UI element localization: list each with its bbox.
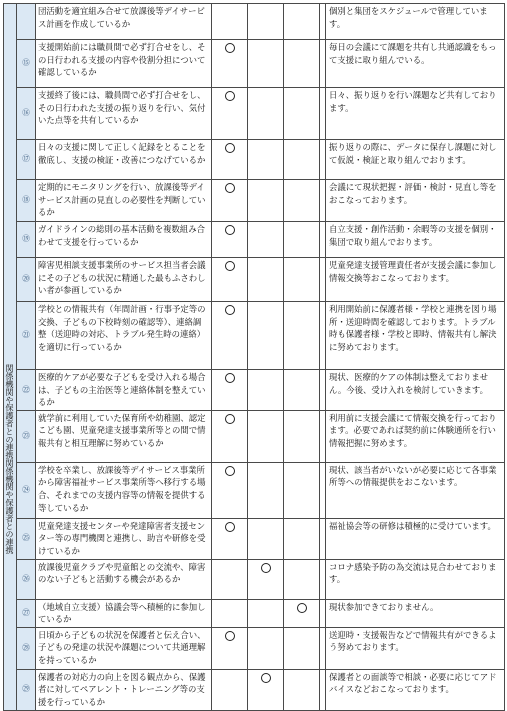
- answer-yes-cell: [212, 4, 248, 40]
- table-row: [4, 462, 505, 518]
- circle-mark-icon: [225, 631, 235, 641]
- answer-no-cell: [248, 88, 284, 140]
- comment-text: 現状、医療的ケアの体制は整えておりません。今後、受け入れを検討していきます。: [326, 370, 505, 411]
- answer-na-cell: [284, 627, 320, 669]
- item-text: 支援終了後には、職員間で必ず打合せをし、その日行われた支援の振り返りを行い、気付いた点等を共有しているか: [36, 88, 212, 140]
- item-number-label: ㉒: [22, 384, 30, 394]
- item-text: 学校との情報共有（年間計画・行事予定等の交換、子どもの下校時刻の確認等）、連絡調整（送迎時の対応、トラブル発生時の連絡）を適切に行っているか: [36, 302, 212, 370]
- item-text: （地域自立支援）協議会等へ積極的に参加しているか: [36, 599, 212, 627]
- item-number-label: ⑮: [22, 58, 30, 68]
- comment-text: 現状参加できておりません。: [326, 599, 505, 627]
- item-number-label: ⑯: [22, 108, 30, 118]
- item-number: [17, 669, 36, 710]
- comment-text: 利用開始前に保護者様・学校と連携を図り場所・送迎時間を確認しております。トラブル時も保護者様・学校と即時、情報共有し解決に努めております。: [326, 302, 505, 370]
- item-number: [17, 627, 36, 669]
- item-number-label: ㉕: [22, 533, 30, 543]
- table-row: [4, 302, 505, 370]
- item-number: [17, 410, 36, 462]
- item-number-label: ㉙: [22, 684, 30, 694]
- table-row: [4, 40, 505, 88]
- item-text: 医療的ケアが必要な子どもを受け入れる場合は、子どもの主治医等と連絡体制を整えているか: [36, 370, 212, 411]
- answer-no-cell: [248, 559, 284, 599]
- item-text: 障害児相談支援事業所のサービス担当者会議にその子どもの状況に精通した最もふさわしい者が参画しているか: [36, 258, 212, 302]
- item-number: [17, 462, 36, 518]
- answer-na-cell: [284, 599, 320, 627]
- answer-yes-cell: [212, 462, 248, 518]
- table-row: [4, 599, 505, 627]
- answer-yes-cell: [212, 518, 248, 559]
- answer-yes-cell: [212, 40, 248, 88]
- answer-na-cell: [284, 518, 320, 559]
- item-number: [17, 518, 36, 559]
- comment-text: 現状、該当者がいないが必要に応じて各事業所等への情報提供をおこないます。: [326, 462, 505, 518]
- answer-no-cell: [248, 518, 284, 559]
- item-text: 学校を卒業し、放課後等デイサービス事業所から障害福祉サービス事業所等へ移行する場合、それまでの支援内容等の情報を提供する等しているか: [36, 462, 212, 518]
- table-row: [4, 222, 505, 258]
- circle-mark-icon: [225, 466, 235, 476]
- circle-mark-icon: [261, 563, 271, 573]
- item-text: ガイドラインの総則の基本活動を複数組み合わせて支援を行っているか: [36, 222, 212, 258]
- answer-na-cell: [284, 370, 320, 411]
- item-number-label: ㉔: [22, 484, 30, 494]
- answer-no-cell: [248, 370, 284, 411]
- answer-na-cell: [284, 40, 320, 88]
- answer-na-cell: [284, 669, 320, 710]
- answer-no-cell: [248, 627, 284, 669]
- circle-mark-icon: [225, 43, 235, 53]
- answer-yes-cell: [212, 370, 248, 411]
- item-number: [17, 140, 36, 180]
- comment-text: 毎日の会議にて課題を共有し共通認識をもって支援に取り組んでいる。: [326, 40, 505, 88]
- item-text: 日々の支援に関して正しく記録をとることを徹底し、支援の検証・改善につなげているか: [36, 140, 212, 180]
- answer-na-cell: [284, 222, 320, 258]
- item-number: [17, 88, 36, 140]
- answer-no-cell: [248, 410, 284, 462]
- answer-yes-cell: [212, 627, 248, 669]
- item-number-label: ⑱: [22, 195, 30, 205]
- circle-mark-icon: [225, 225, 235, 235]
- item-text: 保護者の対応力の向上を図る観点から、保護者に対してペアレント・トレーニング等の支援を行っているか: [36, 669, 212, 710]
- item-number: [17, 222, 36, 258]
- table-row: [4, 559, 505, 599]
- comment-text: 送迎時・支援報告などで情報共有ができるよう努めております。: [326, 627, 505, 669]
- answer-yes-cell: [212, 140, 248, 180]
- item-text: 団活動を適宜組み合せて放課後等デイサービス計画を作成しているか: [36, 4, 212, 40]
- circle-mark-icon: [225, 414, 235, 424]
- item-text: 放課後児童クラブや児童館との交流や、障害のない子どもと活動する機会があるか: [36, 559, 212, 599]
- table-row: [4, 258, 505, 302]
- answer-yes-cell: [212, 410, 248, 462]
- circle-mark-icon: [225, 373, 235, 383]
- comment-text: 日々、振り返りを行い課題など共有しております。: [326, 88, 505, 140]
- answer-no-cell: [248, 669, 284, 710]
- item-text: 児童発達支援センターや発達障害者支援センター等の専門機関と連携し、助言や研修を受けているか: [36, 518, 212, 559]
- item-number: [17, 40, 36, 88]
- answer-yes-cell: [212, 302, 248, 370]
- table-row: [4, 410, 505, 462]
- answer-yes-cell: [212, 559, 248, 599]
- item-number: [17, 302, 36, 370]
- answer-na-cell: [284, 140, 320, 180]
- item-text: 就学前に利用していた保育所や幼稚園、認定こども園、児童発達支援事業所等との間で情報共有と相互理解に努めているか: [36, 410, 212, 462]
- table-row: [4, 180, 505, 222]
- answer-no-cell: [248, 258, 284, 302]
- answer-no-cell: [248, 40, 284, 88]
- item-number: [17, 258, 36, 302]
- comment-text: 自立支援・創作活動・余暇等の支援を個別・集団で取り組んでおります。: [326, 222, 505, 258]
- answer-no-cell: [248, 462, 284, 518]
- answer-yes-cell: [212, 222, 248, 258]
- circle-mark-icon: [225, 143, 235, 153]
- comment-text: 個別と集団をスケジュールで管理しています。: [326, 4, 505, 40]
- item-number-label: ⑳: [22, 274, 30, 284]
- category-label-cell: [4, 4, 17, 711]
- item-text: 日頃から子どもの状況を保護者と伝え合い、子どもの発達の状況や課題について共通理解を持っているか: [36, 627, 212, 669]
- answer-no-cell: [248, 302, 284, 370]
- circle-mark-icon: [261, 673, 271, 683]
- answer-yes-cell: [212, 258, 248, 302]
- answer-na-cell: [284, 4, 320, 40]
- item-number: [17, 370, 36, 411]
- circle-mark-icon: [225, 91, 235, 101]
- circle-mark-icon: [225, 305, 235, 315]
- item-number: [17, 180, 36, 222]
- answer-yes-cell: [212, 88, 248, 140]
- answer-yes-cell: [212, 669, 248, 710]
- answer-no-cell: [248, 599, 284, 627]
- evaluation-table: [3, 3, 505, 711]
- table-row: [4, 627, 505, 669]
- item-number-label: ⑰: [22, 154, 30, 164]
- answer-yes-cell: [212, 180, 248, 222]
- table-row: [4, 518, 505, 559]
- item-number: [17, 4, 36, 40]
- item-number-label: ㉖: [22, 573, 30, 583]
- answer-no-cell: [248, 140, 284, 180]
- table-row: [4, 370, 505, 411]
- table-row: [4, 140, 505, 180]
- answer-no-cell: [248, 222, 284, 258]
- answer-na-cell: [284, 559, 320, 599]
- table-row: [4, 4, 505, 40]
- comment-text: 保護者との面談等で相談・必要に応じてアドバイスなどおこなっております。: [326, 669, 505, 710]
- comment-text: 振り返りの際に、データに保存し課題に対して仮説・検証と取り組んでおります。: [326, 140, 505, 180]
- item-number: [17, 599, 36, 627]
- circle-mark-icon: [297, 603, 307, 613]
- item-number-label: ㉗: [22, 607, 30, 617]
- item-number-label: ㉑: [22, 330, 30, 340]
- answer-na-cell: [284, 258, 320, 302]
- table-row: [4, 669, 505, 710]
- category-label: 関係機関や保護者との連携関係機関や保護者との連携: [5, 364, 15, 554]
- answer-no-cell: [248, 4, 284, 40]
- item-number-label: ⑲: [22, 234, 30, 244]
- item-number: [17, 559, 36, 599]
- item-number-label: ㉓: [22, 430, 30, 440]
- answer-na-cell: [284, 410, 320, 462]
- circle-mark-icon: [225, 183, 235, 193]
- circle-mark-icon: [225, 261, 235, 271]
- comment-text: 福祉協会等の研修は積極的に受けています。: [326, 518, 505, 559]
- comment-text: 利用前に支援会議にて情報交換を行っております。必要であれば契約前に体験通所を行い情報把握に努めます。: [326, 410, 505, 462]
- table-row: [4, 88, 505, 140]
- item-text: 定期的にモニタリングを行い、放課後等デイサービス計画の見直しの必要性を判断しているか: [36, 180, 212, 222]
- answer-na-cell: [284, 88, 320, 140]
- comment-text: コロナ感染予防の為交流は見合わせております。: [326, 559, 505, 599]
- item-number-label: ㉘: [22, 642, 30, 652]
- answer-na-cell: [284, 302, 320, 370]
- circle-mark-icon: [225, 522, 235, 532]
- answer-na-cell: [284, 180, 320, 222]
- answer-na-cell: [284, 462, 320, 518]
- answer-no-cell: [248, 180, 284, 222]
- comment-text: 会議にて現状把握・評価・検討・見直し等をおこなっております。: [326, 180, 505, 222]
- item-text: 支援開始前には職員間で必ず打合せをし、その日行われる支援の内容や役割分担について確認しているか: [36, 40, 212, 88]
- answer-yes-cell: [212, 599, 248, 627]
- comment-text: 児童発達支援管理責任者が支援会議に参加し情報交換等おこなっております。: [326, 258, 505, 302]
